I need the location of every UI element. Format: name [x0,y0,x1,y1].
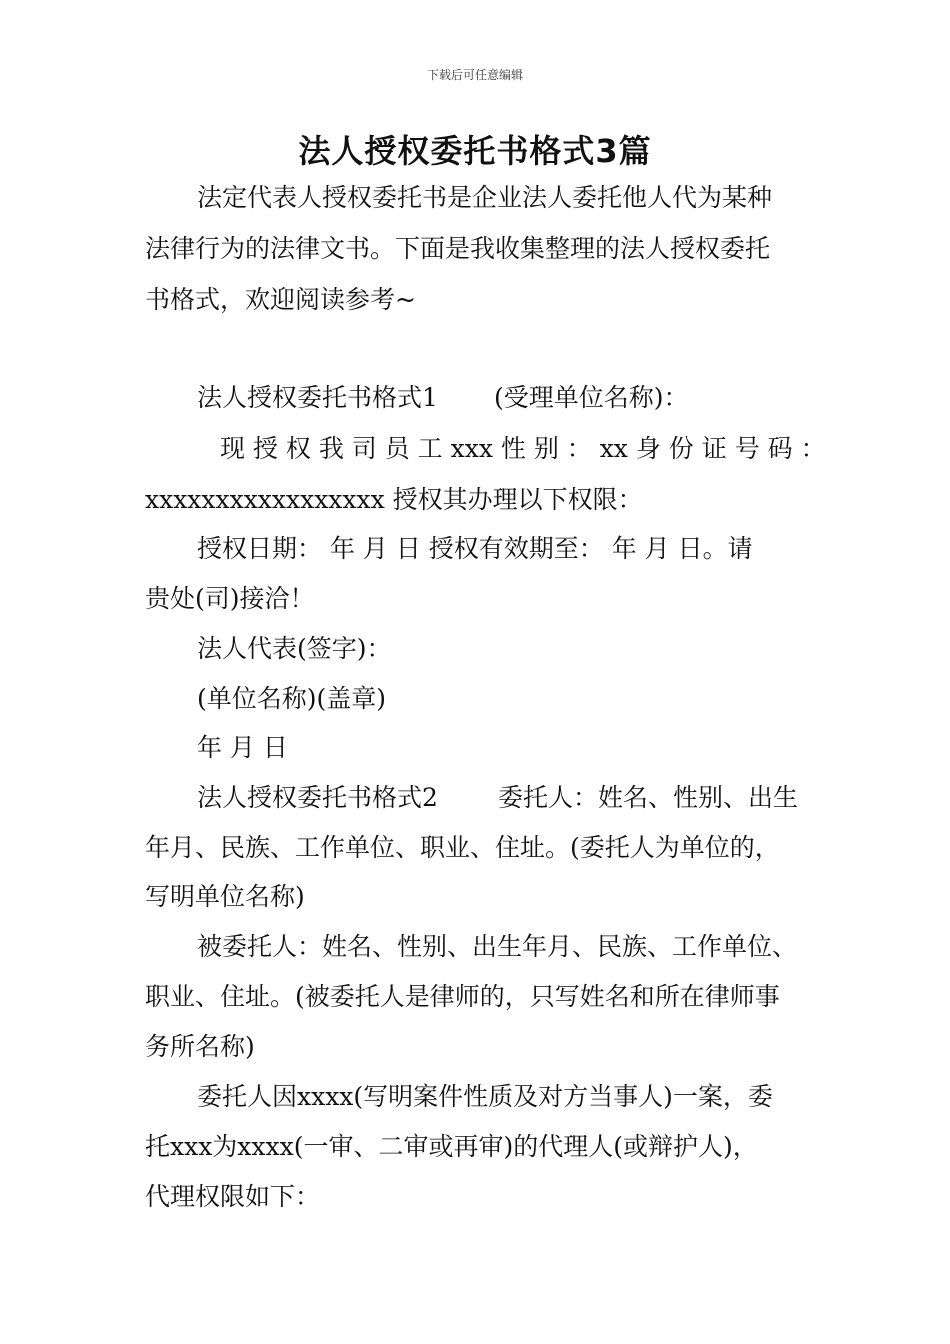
body-line: 法律行为的法律文书。下面是我收集整理的法人授权委托 [145,234,771,263]
header-note: 下载后可任意编辑 [426,68,523,82]
body-line: 被委托人：姓名、性别、出生年月、民族、工作单位、 [197,932,798,961]
body-line: 务所名称) [145,1032,255,1061]
body-line: 年 月 日 [197,733,288,762]
section-heading-1: 法人授权委托书格式1 [197,383,438,412]
body-line: 代理权限如下： [145,1182,321,1211]
body-line: (受理单位名称)： [494,383,689,412]
body-line: 法人代表(签字)： [197,634,392,663]
body-line: 托xxx为xxxx(一审、二审或再审)的代理人(或辩护人)， [145,1132,758,1161]
body-line: 写明单位名称) [145,882,305,911]
body-line: 委托人：姓名、性别、出生 [498,783,799,812]
body-line: 法定代表人授权委托书是企业法人委托他人代为某种 [197,183,773,212]
body-line: 年月、民族、工作单位、职业、住址。(委托人为单位的， [145,833,780,862]
document-title: 法人授权委托书格式3篇 [298,132,652,170]
section-heading-2: 法人授权委托书格式2 [197,783,438,812]
body-line: (单位名称)(盖章) [197,684,387,713]
body-line: 职业、住址。(被委托人是律师的，只写姓名和所在律师事 [145,982,780,1011]
body-line: 书格式，欢迎阅读参考~ [145,285,416,314]
body-line: 贵处(司)接洽！ [145,584,315,613]
body-line: 现 授 权 我 司 员 工 xxx 性 别 ： xx 身 份 证 号 码 ： [220,434,826,463]
body-line: xxxxxxxxxxxxxxxxx 授权其办理以下权限： [145,485,643,514]
body-line: 授权日期： 年 月 日 授权有效期至： 年 月 日。请 [197,534,753,563]
body-line: 委托人因xxxx(写明案件性质及对方当事人)一案，委 [197,1082,773,1111]
